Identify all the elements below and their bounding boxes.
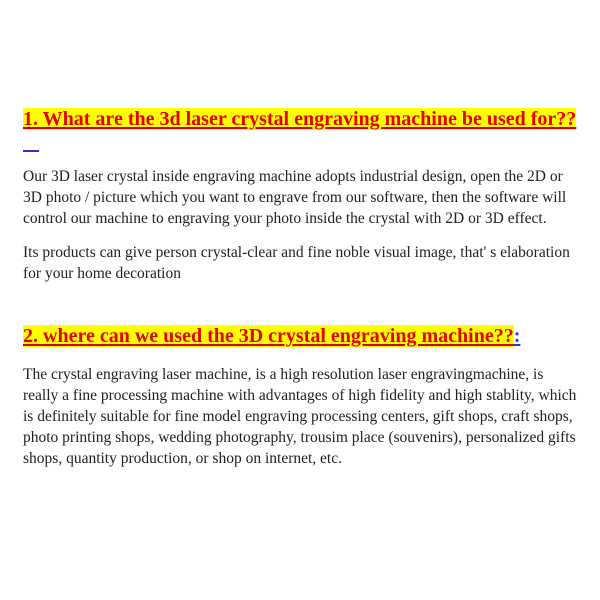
section-1-paragraph-2: Its products can give person crystal-clear and fine noble visual image, that' s elaboration for your home decoration [23, 244, 570, 282]
section-1-paragraph-1: Our 3D laser crystal inside engraving machine adopts industrial design, open the 2D or 3D photo / picture which you want to engrave from our software, then the software will control our machine to engraving your photo inside the crystal with 2D or 3D effect. [23, 168, 567, 227]
section-1-heading-underline-tail [23, 150, 39, 152]
section-1-heading-text: 1. What are the 3d laser crystal engraving machine be used for?? [23, 108, 577, 130]
section-2-heading-colon: : [513, 325, 521, 347]
document-content [23, 108, 579, 469]
section-2-paragraph-1: The crystal engraving laser machine, is a high resolution laser engravingmachine, is really a fine processing machine with advantages of high fidelity and high stablity, which is definitely suitable for fine model engraving processing centers, gift shops, craft shops, photo printing shops, wedding photography, trousim place (souvenirs), personalized gifts shops, quantity production, or shop on internet, etc. [23, 366, 577, 467]
section-1-heading [23, 108, 579, 154]
section-2-heading-text: 2. where can we used the 3D crystal engraving machine?? [23, 325, 514, 347]
section-2-heading [23, 325, 579, 348]
